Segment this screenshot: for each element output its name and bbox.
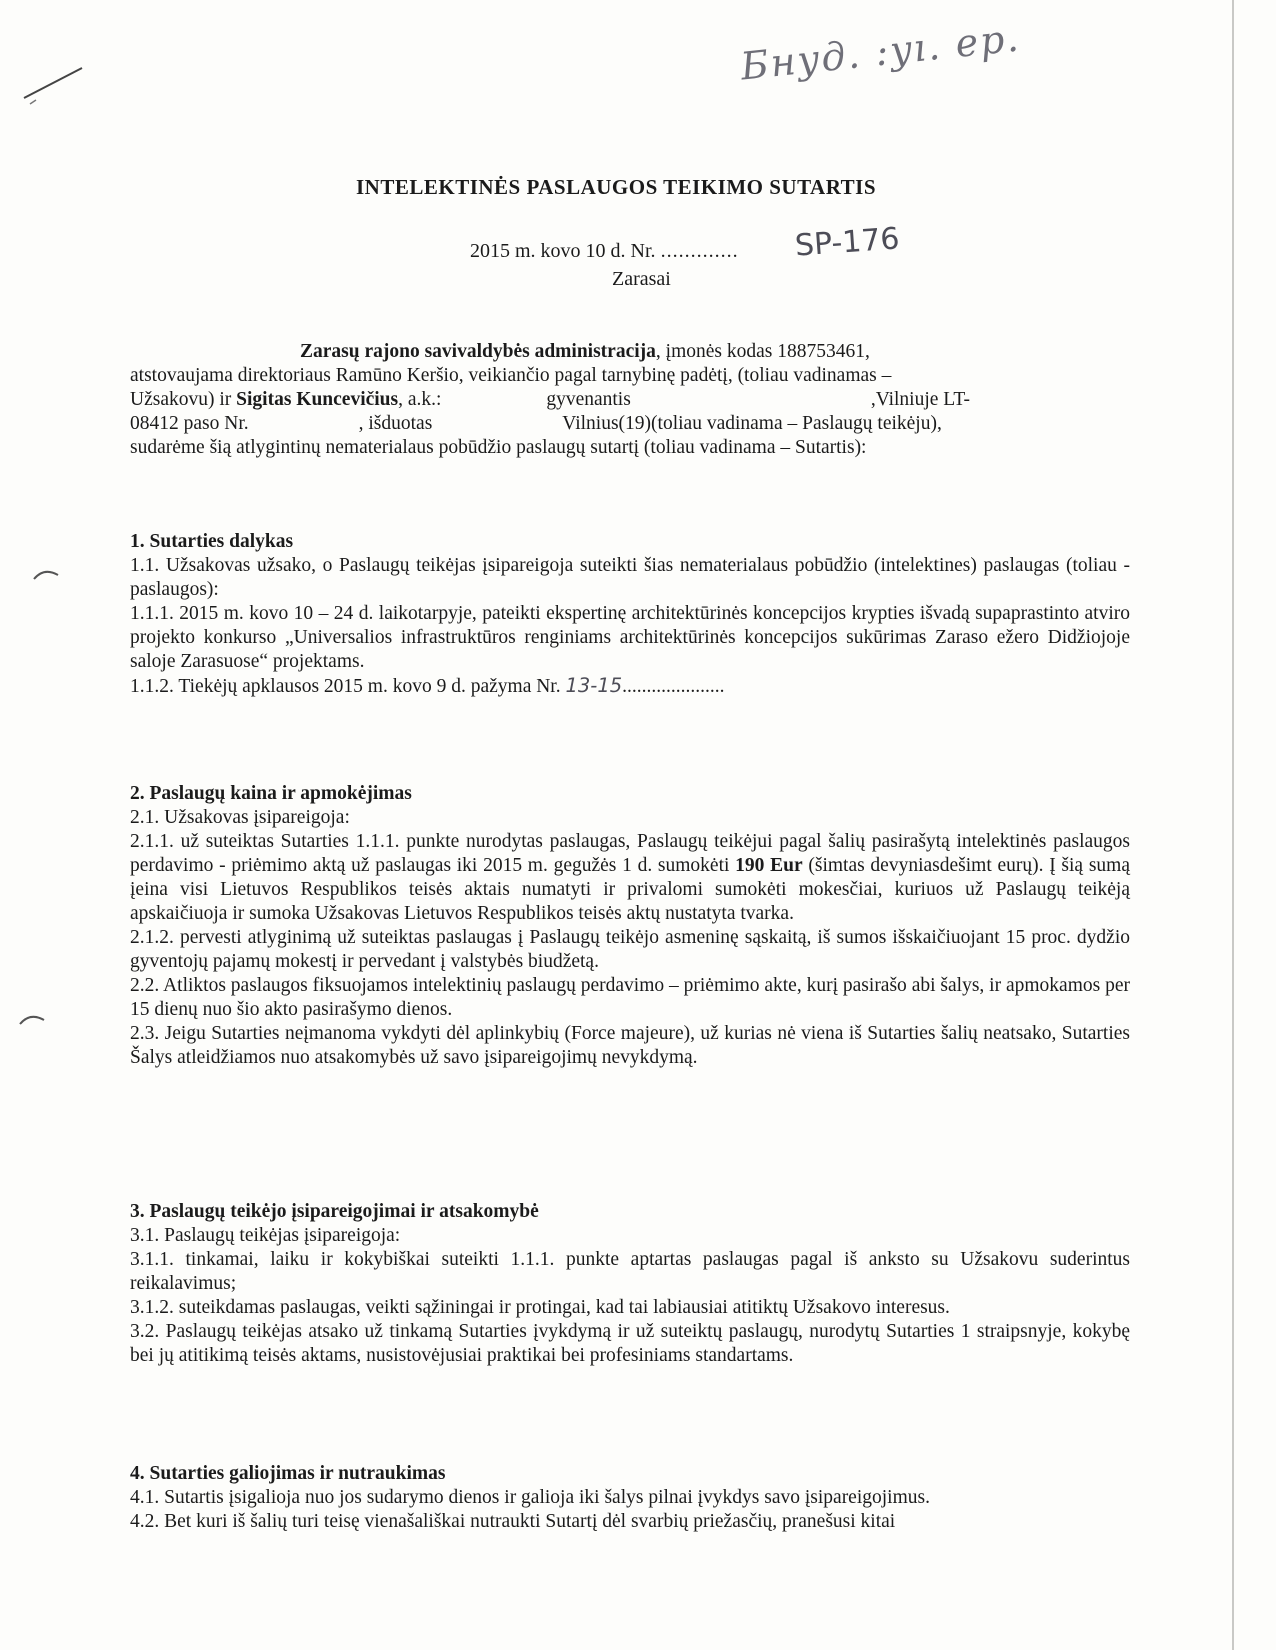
- parties-line: Zarasų rajono savivaldybės administracija, įmonės kodas 188753461,: [300, 341, 870, 362]
- clause: 3.1.2. suteikdamas paslaugas, veikti sąžiningai ir protingai, kad tai labiausiai atitiktų Užsakovo interesus.: [130, 1297, 950, 1318]
- punch-hole-mark: [32, 565, 62, 590]
- parties-line: sudarėme šią atlygintinų nematerialaus pobūdžio paslaugų sutartį (toliau vadinama – Sutartis):: [130, 437, 867, 458]
- section-heading: 2. Paslaugų kaina ir apmokėjimas: [130, 783, 412, 804]
- contract-place: Zarasai: [612, 268, 671, 290]
- clause: 2.1.2. pervesti atlyginimą už suteiktas paslaugas į Paslaugų teikėjo asmeninę sąskaitą, iš sumos išskaičiuojant 15 proc. dydžio gyventojų pajamų mokestį ir pervedant į valstybės biudžetą.: [130, 927, 1130, 972]
- section-3: [130, 1200, 1130, 1368]
- clause: 1.1.1. 2015 m. kovo 10 – 24 d. laikotarpyje, pateikti ekspertinę architektūrinės koncepcijos krypties išvadą supaprastinto atviro projekto konkurso „Universalios infrastruktūros renginiams architektūrinės koncepcijos sukūrimas Zaraso ežero Didžiojoje saloje Zarasuose“ projektams.: [130, 603, 1130, 672]
- section-heading: 3. Paslaugų teikėjo įsipareigojimai ir atsakomybė: [130, 1201, 539, 1222]
- section-1: [130, 530, 1130, 699]
- document-title: INTELEKTINĖS PASLAUGOS TEIKIMO SUTARTIS: [356, 175, 876, 199]
- clause: 2.2. Atliktos paslaugos fiksuojamos intelektinių paslaugų perdavimo – priėmimo akte, kurį pasirašo abi šalys, ir apmokamos per 15 dienų nuo šio akto pasirašymo dienos.: [130, 975, 1130, 1020]
- clause: 1.1. Užsakovas užsako, o Paslaugų teikėjas įsipareigoja suteikti šias nematerialaus pobūdžio (intelektines) paslaugas (toliau - paslaugos):: [130, 555, 1130, 600]
- contract-date: 2015 m. kovo 10 d. Nr.: [470, 240, 661, 262]
- clause: 4.1. Sutartis įsigalioja nuo jos sudarymo dienos ir galioja iki šalys pilnai įvykdys savo įsipareigojimus.: [130, 1487, 930, 1508]
- clause: 2.3. Jeigu Sutarties neįmanoma vykdyti dėl aplinkybių (Force majeure), už kurias nė viena iš Sutarties šalių neatsako, Sutarties Šalys atleidžiamos nuo atsakomybės už savo įsipareigojimų nevykdymą.: [130, 1023, 1130, 1068]
- parties-line: Užsakovu) ir Sigitas Kuncevičius, a.k.: gyvenantis ,Vilniuje LT-: [130, 389, 971, 410]
- handwritten-reg-number: SP-176: [793, 221, 901, 264]
- date-line: [470, 240, 739, 263]
- section-4: [130, 1462, 1130, 1534]
- clause: 3.2. Paslaugų teikėjas atsako už tinkamą Sutarties įvykdymą ir už suteiktų paslaugų, nurodytų Sutarties 1 straipsnyje, kokybę bei jų atitikimą teisės aktams, nusistovėjusiai praktikai bei profesiniams standartams.: [130, 1321, 1130, 1366]
- clause: 3.1. Paslaugų teikėjas įsipareigoja:: [130, 1225, 401, 1246]
- parties-line: 08412 paso Nr. , išduotas Vilnius(19)(toliau vadinama – Paslaugų teikėju),: [130, 413, 942, 434]
- clause: 2.1. Užsakovas įsipareigoja:: [130, 807, 350, 828]
- section-heading: 1. Sutarties dalykas: [130, 531, 294, 552]
- number-dots: .............: [660, 240, 739, 262]
- person-name: Sigitas Kuncevičius: [236, 389, 399, 410]
- clause: 4.2. Bet kuri iš šalių turi teisę vienašališkai nutraukti Sutartį dėl svarbių priežasčių, pranešusi kitai: [130, 1511, 896, 1532]
- clause: 1.1.2. Tiekėjų apklausos 2015 m. kovo 9 d. pažyma Nr. 13-15.....................: [130, 674, 725, 697]
- contract-amount: 190 Eur: [735, 855, 803, 876]
- parties-line: atstovaujama direktoriaus Ramūno Keršio, veikiančio pagal tarnybinę padėtį, (toliau vadinamas –: [130, 365, 892, 386]
- handwritten-note: Бнуд. ։yı. ep.: [738, 15, 1023, 89]
- punch-hole-mark: [18, 1010, 48, 1035]
- pen-stroke-mark: [20, 60, 90, 115]
- org-name: Zarasų rajono savivaldybės administracija: [300, 341, 656, 362]
- parties-paragraph: [130, 340, 1130, 460]
- section-2: [130, 782, 1130, 1070]
- section-heading: 4. Sutarties galiojimas ir nutraukimas: [130, 1463, 446, 1484]
- clause: 3.1.1. tinkamai, laiku ir kokybiškai suteikti 1.1.1. punkte aptartas paslaugas pagal iš anksto su Užsakovu suderintus reikalavimus;: [130, 1249, 1130, 1294]
- page-edge: [1232, 0, 1234, 1650]
- handwritten-certificate-no: 13-15: [565, 674, 623, 697]
- clause: 2.1.1. už suteiktas Sutarties 1.1.1. punkte nurodytas paslaugas, Paslaugų teikėjui pagal šalių pasirašytą intelektinės paslaugos perdavimo - priėmimo aktą už paslaugas iki 2015 m. gegužės 1 d. sumokėti 190 Eur (šimtas devyniasdešimt eurų). Į šią sumą įeina visi Lietuvos Respublikos teisės aktais numatyti ir privalomi sumokėti mokesčiai, kuriuos už Paslaugų teikėją apskaičiuoja ir sumoka Užsakovas Lietuvos Respublikos teisės aktų nustatyta tvarka.: [130, 831, 1130, 924]
